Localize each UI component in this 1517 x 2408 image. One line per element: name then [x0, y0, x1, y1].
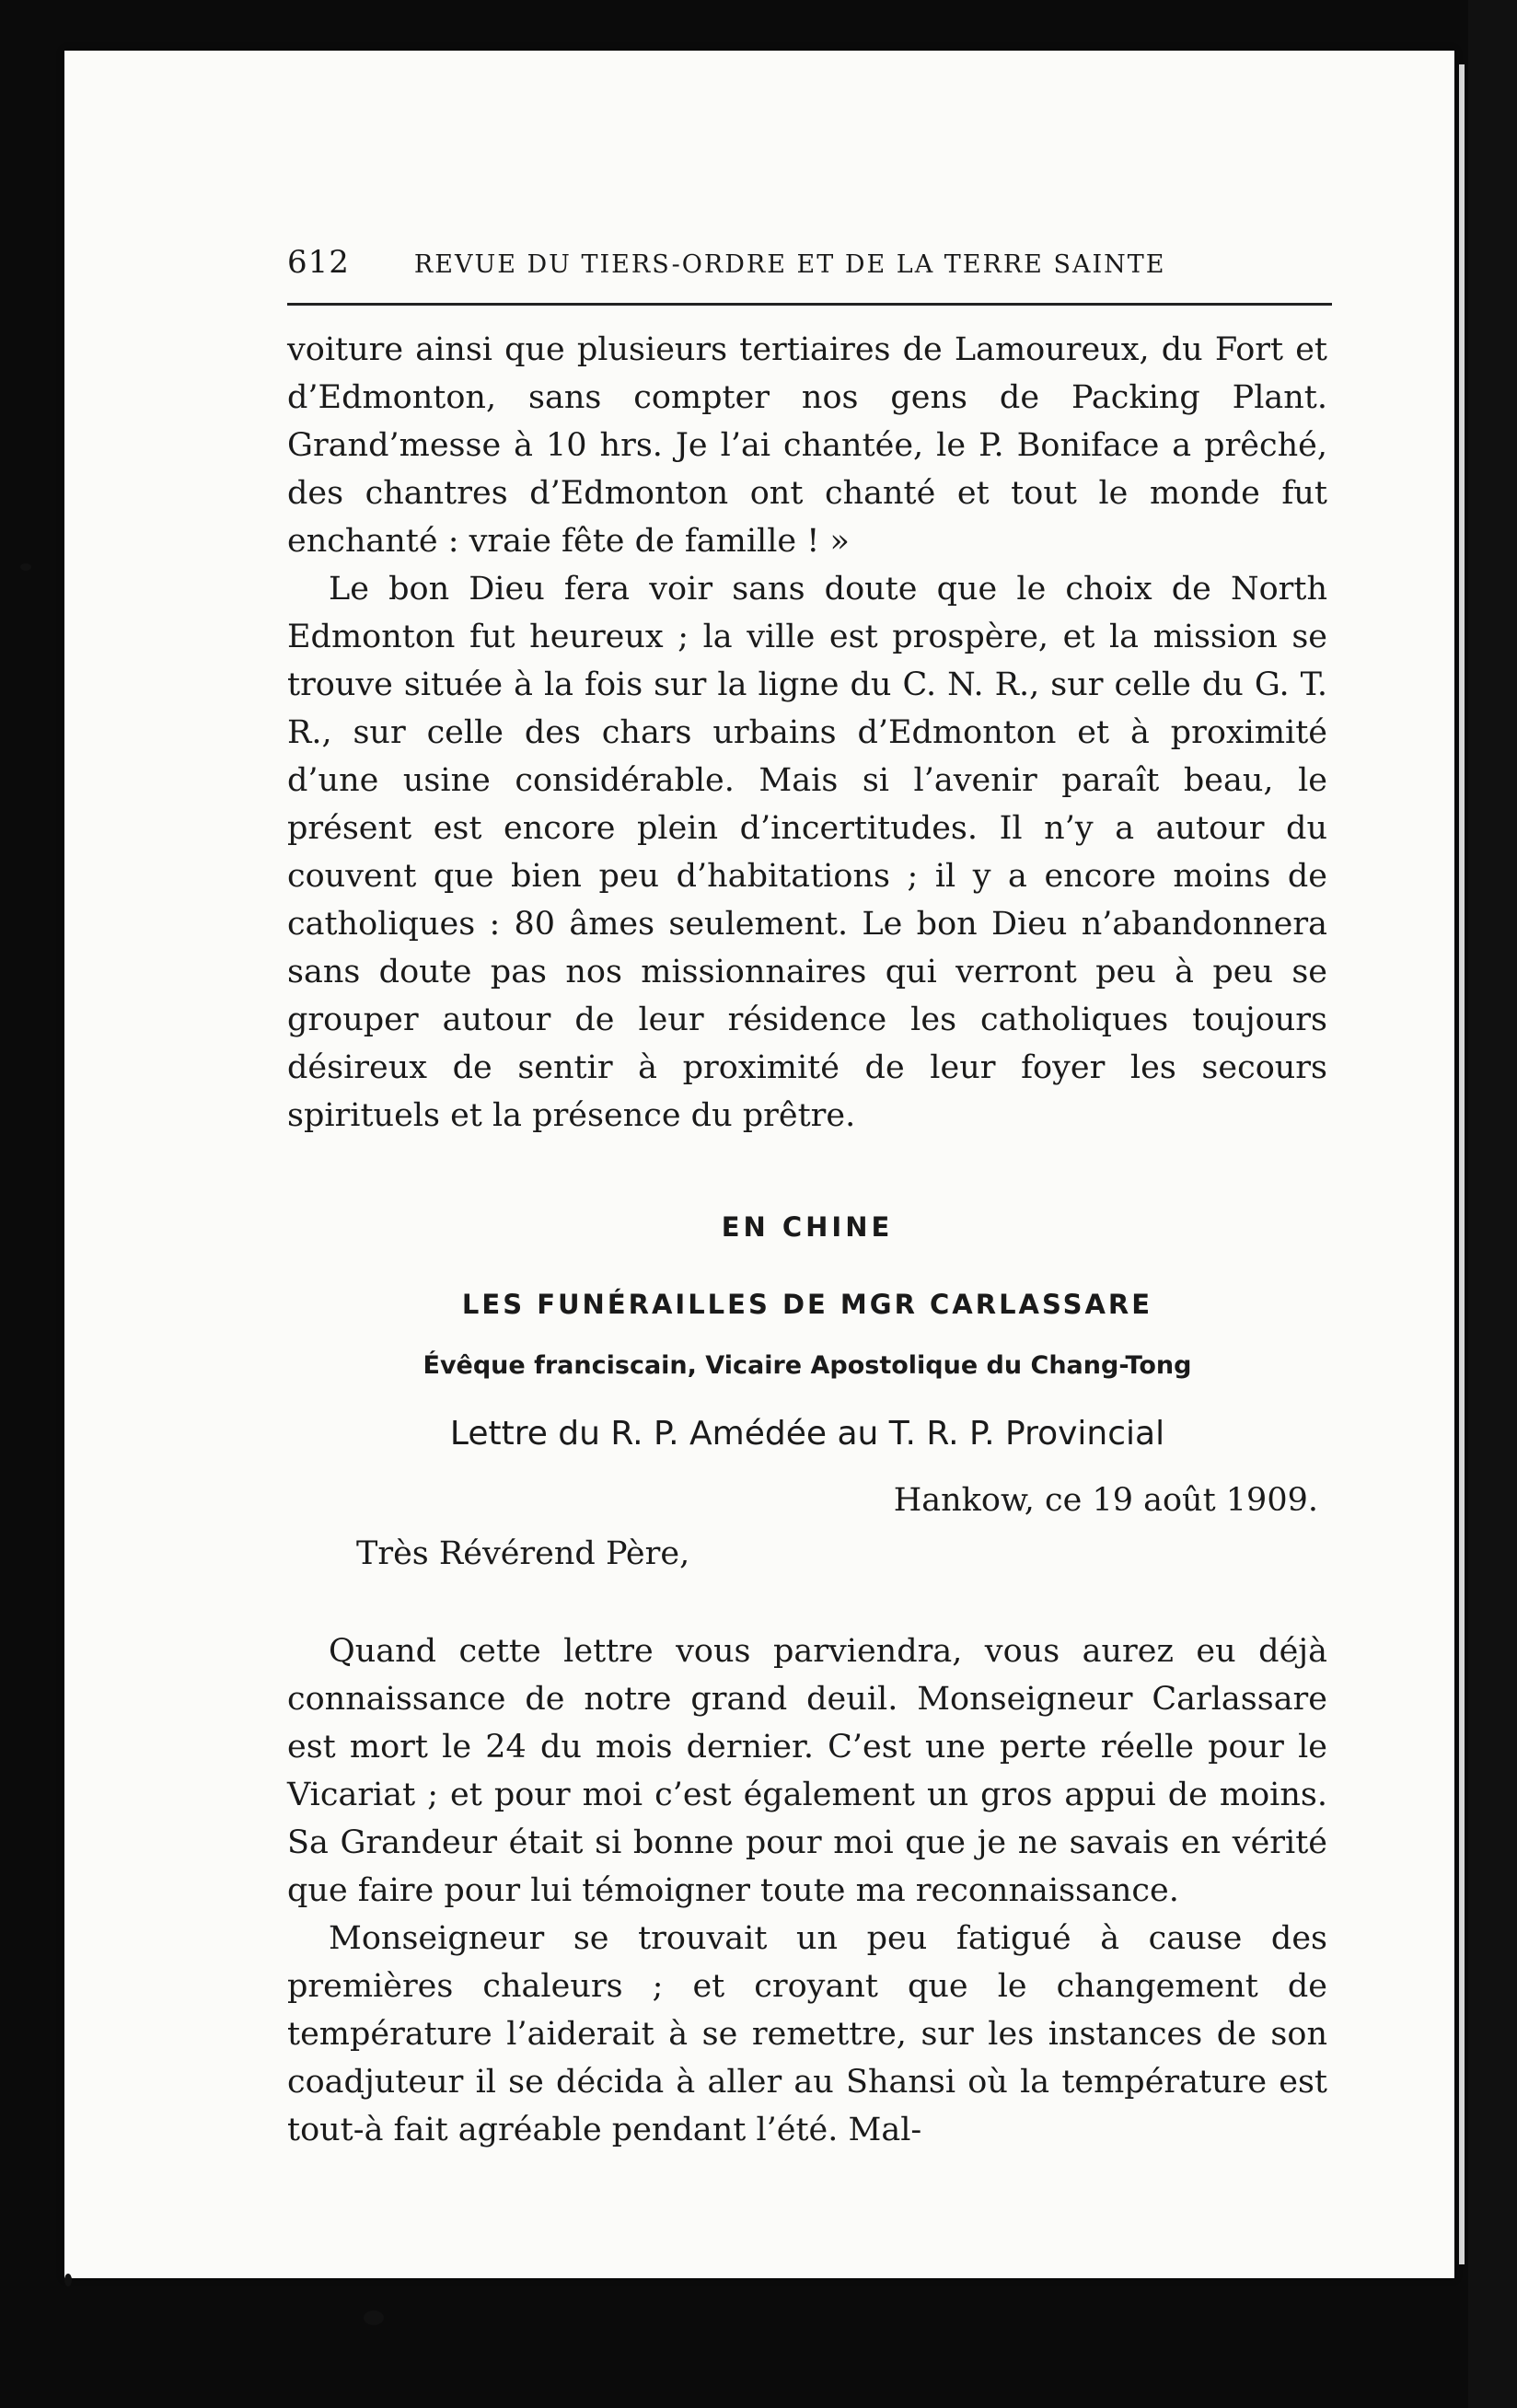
letter-paragraph: Monseigneur se trouvait un peu fatigué à cause des premières chaleurs ; et croyant que le changement de température l’aiderait à se remettre, sur les instances de son coadjuteur il se décida à aller au Shansi où la température est tout-à fait agréable pendant l’été. Mal- — [287, 1920, 1327, 2148]
scan-dark-margin — [1468, 0, 1517, 2408]
letter-salutation: Très Révérend Père, — [356, 1535, 690, 1572]
body-text-top — [287, 326, 1327, 1140]
letter-paragraph: Quand cette lettre vous parviendra, vous aurez eu déjà connaissance de notre grand deuil. Monseigneur Carlassare est mort le 24 du mois dernier. C’est une perte réelle pour le Vicariat ; et pour moi c’est également un gros appui de moins. Sa Grandeur était si bonne pour moi que je ne savais en vérité que faire pour lui témoigner toute ma reconnaissance. — [287, 1633, 1327, 1909]
running-header — [287, 244, 1327, 281]
letter-title: Lettre du R. P. Amédée au T. R. P. Provincial — [449, 1415, 1165, 1453]
page-number: 612 — [287, 244, 350, 281]
section-subtitle: LES FUNÉRAILLES DE MGR CARLASSARE — [461, 1289, 1153, 1320]
page-edge — [1459, 64, 1465, 2264]
section-title: EN CHINE — [721, 1211, 894, 1243]
letter-body — [287, 1627, 1327, 2154]
scan-speck — [20, 563, 31, 571]
paragraph-continuation: voiture ainsi que plusieurs tertiaires de Lamoureux, du Fort et d’Edmonton, sans compter nos gens de Packing Plant. Grand’messe à 10 hrs. Je l’ai chantée, le P. Boniface a prêché, des chantres d’Edmonton ont chanté et tout le monde fut enchanté : vraie fête de famille ! » — [287, 331, 1327, 560]
header-rule — [287, 303, 1332, 306]
page-content — [287, 244, 1327, 2154]
scan-speck — [64, 2274, 72, 2286]
section-subsubtitle: Évêque franciscain, Vicaire Apostolique du Chang-Tong — [423, 1351, 1192, 1380]
paragraph-north-edmonton: Le bon Dieu fera voir sans doute que le choix de North Edmonton fut heureux ; la ville est prospère, et la mission se trouve située à la fois sur la ligne du C. N. R., sur celle du G. T. R., sur celle des chars urbains d’Edmonton et à proximité d’une usine considérable. Mais si l’avenir paraît beau, le présent est encore plein d’incertitudes. Il n’y a autour du couvent que bien peu d’habitations ; il y a encore moins de catholiques : 80 âmes seulement. Le bon Dieu n’abandonnera sans doute pas nos missionnaires qui verront peu à peu se grouper autour de leur résidence les catholiques toujours désireux de sentir à proximité de leur foyer les secours spirituels et la présence du prêtre. — [287, 571, 1327, 1134]
letter-date: Hankow, ce 19 août 1909. — [893, 1482, 1318, 1519]
running-title: REVUE DU TIERS-ORDRE ET DE LA TERRE SAINTE — [413, 250, 1166, 279]
scan-speck — [364, 2310, 384, 2325]
